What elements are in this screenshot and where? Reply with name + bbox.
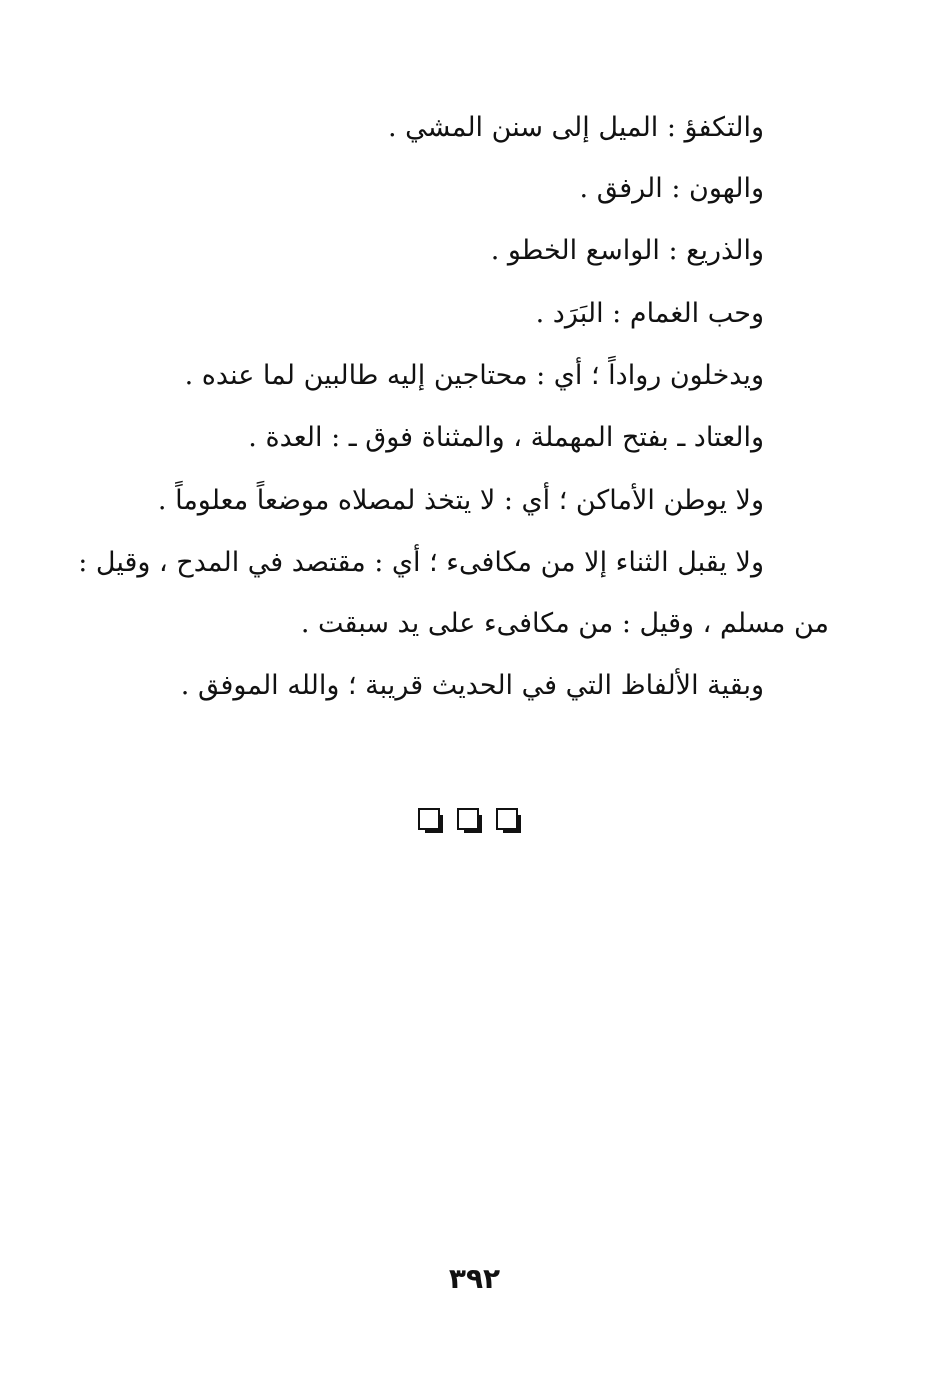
- text-line: ولا يوطن الأماكن ؛ أي : لا يتخذ لمصلاه موضعاً معلوماً .: [157, 485, 764, 516]
- text-line: والذريع : الواسع الخطو .: [490, 235, 764, 266]
- section-separator: [418, 808, 518, 830]
- text-line: ويدخلون رواداً ؛ أي : محتاجين إليه طالبين لما عنده .: [184, 360, 764, 391]
- square-ornament-icon: [418, 808, 440, 830]
- square-ornament-icon: [496, 808, 518, 830]
- text-line: ولا يقبل الثناء إلا من مكافىء ؛ أي : مقتصد في المدح ، وقيل :: [78, 547, 764, 578]
- text-line: والعتاد ـ بفتح المهملة ، والمثناة فوق ـ : العدة .: [248, 422, 764, 453]
- page-number: ٣٩٢: [448, 1262, 501, 1295]
- text-line: والتكفؤ : الميل إلى سنن المشي .: [387, 112, 764, 143]
- text-line: والهون : الرفق .: [579, 173, 764, 204]
- square-ornament-icon: [457, 808, 479, 830]
- text-line: من مسلم ، وقيل : من مكافىء على يد سبقت .: [300, 608, 829, 639]
- text-line: وبقية الألفاظ التي في الحديث قريبة ؛ والله الموفق .: [180, 670, 764, 701]
- text-line: وحب الغمام : البَرَد .: [535, 298, 764, 329]
